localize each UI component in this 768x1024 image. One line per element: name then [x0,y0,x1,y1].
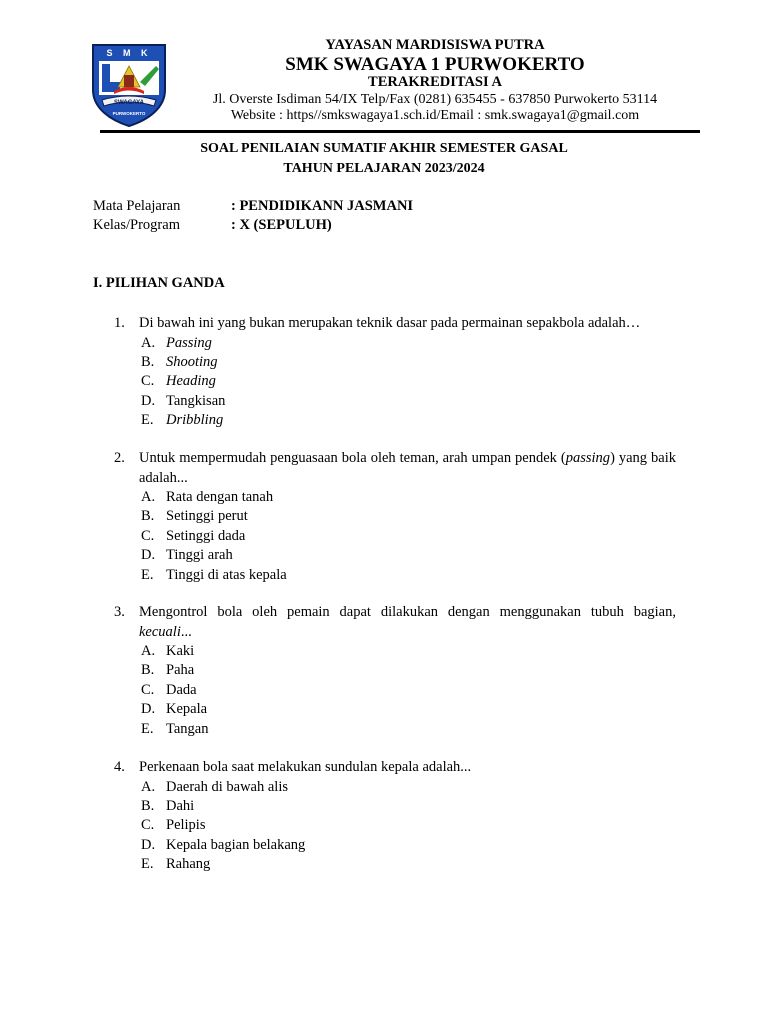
option-b [141,797,676,816]
letterhead-divider [100,130,700,133]
option-text: Tinggi arah [166,547,233,564]
option-text: Tangkisan [166,392,226,409]
option-letter: A. [141,778,156,795]
option-letter: D. [141,392,156,409]
option-text: Kaki [166,643,195,659]
option-letter: A. [141,489,156,505]
option-list [114,778,676,875]
option-text: Paha [166,662,195,679]
question-stem: Perkenaan bola saat melakukan sundulan kepala adalah... [139,759,472,775]
school-crest-icon [90,42,168,128]
option-text: Tinggi di atas kepala [166,566,287,583]
question-stem: Mengontrol bola oleh pemain dapat dilakukan dengan menggunakan tubuh bagian, kecuali... [139,604,676,640]
option-b [141,507,676,526]
question-1 [114,314,676,430]
option-letter: E. [141,720,154,737]
foundation-name: YAYASAN MARDISISWA PUTRA [325,37,545,53]
school-name: SMK SWAGAYA 1 PURWOKERTO [285,54,585,75]
option-d [141,546,676,565]
option-list [114,488,676,585]
option-letter: E. [141,566,154,583]
option-text: Dada [166,681,197,698]
option-letter: C. [141,373,155,390]
option-text: Rahang [166,856,211,873]
subject-label: Mata Pelajaran [93,198,181,214]
option-text: Heading [166,373,216,390]
option-c [141,816,676,835]
question-number: 3. [114,604,125,620]
option-letter: C. [141,681,155,698]
option-e [141,720,676,739]
school-website: Website : https//smkswagaya1.sch.id/Email : smk.swagaya1@gmail.com [230,108,640,123]
option-d [141,392,676,411]
option-letter: B. [141,662,155,679]
option-letter: C. [141,817,155,834]
option-list [114,334,676,431]
option-e [141,411,676,430]
question-3 [114,603,676,739]
question-number: 2. [114,450,125,466]
option-text: Kepala [166,701,208,718]
question-number: 4. [114,759,125,775]
option-text: Dahi [166,797,195,814]
exam-title: SOAL PENILAIAN SUMATIF AKHIR SEMESTER GASAL [200,141,568,156]
question-2 [114,449,676,585]
option-text: Passing [166,334,212,351]
option-list [114,642,676,739]
option-letter: E. [141,856,154,873]
option-b [141,353,676,372]
option-letter: D. [141,701,156,718]
option-text: Setinggi perut [166,508,248,525]
school-address: Jl. Overste Isdiman 54/IX Telp/Fax (0281) 635455 - 637850 Purwokerto 53114 [212,92,658,107]
option-d [141,836,676,855]
option-a [141,778,676,797]
option-text: Pelipis [166,817,206,834]
subject-row [93,198,413,215]
question-stem: Untuk mempermudah penguasaan bola oleh teman, arah umpan pendek (passing) yang baik adalah... [139,450,676,486]
option-c [141,681,676,700]
option-letter: A. [141,334,156,351]
section-heading: I. PILIHAN GANDA [93,275,225,291]
option-letter: C. [141,527,155,544]
option-text: Shooting [166,353,218,370]
option-text: Tangan [166,720,209,737]
question-4 [114,758,676,874]
logo-banner-text: SWAGAYA [114,100,144,106]
class-row [93,217,332,234]
class-value: : X (SEPULUH) [231,217,332,233]
question-stem: Di bawah ini yang bukan merupakan teknik dasar pada permainan sepakbola adalah… [139,315,641,331]
subject-value: : PENDIDIKANN JASMANI [231,198,414,214]
exam-year: TAHUN PELAJARAN 2023/2024 [283,161,485,176]
option-e [141,566,676,585]
option-a [141,334,676,353]
option-b [141,661,676,680]
option-d [141,700,676,719]
option-text: Setinggi dada [166,527,246,544]
option-text: Kepala bagian belakang [166,836,306,853]
option-letter: B. [141,508,155,525]
logo-top-text: S M K [106,48,152,58]
option-e [141,855,676,874]
option-letter: E. [141,412,154,429]
option-text: Rata dengan tanah [166,489,274,505]
option-letter: D. [141,547,156,564]
option-letter: D. [141,836,156,853]
option-c [141,372,676,391]
option-a [141,488,676,507]
option-a [141,642,676,661]
class-label: Kelas/Program [93,217,180,233]
accreditation: TERAKREDITASI A [368,74,502,90]
option-text: Daerah di bawah alis [166,778,288,795]
question-number: 1. [114,315,125,331]
option-text: Dribbling [166,412,224,429]
option-letter: B. [141,797,155,814]
option-c [141,527,676,546]
option-letter: B. [141,353,155,370]
logo-bottom-text: PURWOKERTO [112,111,146,116]
option-letter: A. [141,643,156,659]
